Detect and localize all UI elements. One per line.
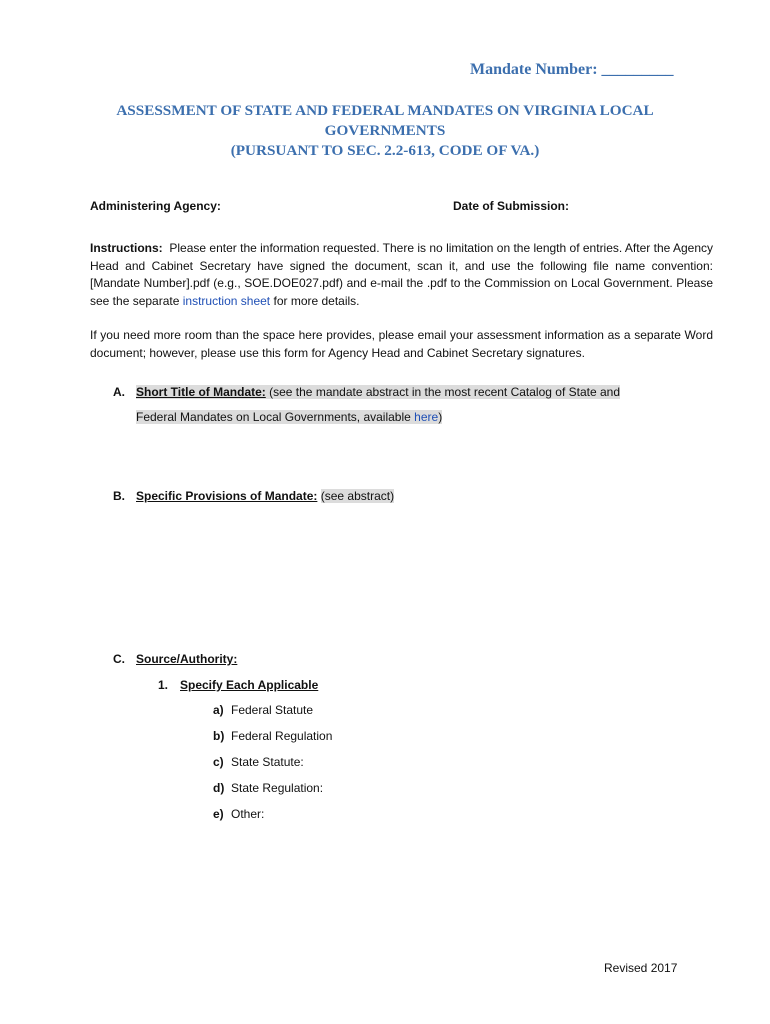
section-b-line [136, 489, 394, 503]
administering-agency-label: Administering Agency: [90, 199, 221, 213]
subitem-letter: d) [213, 781, 225, 795]
catalog-here-link[interactable]: here [414, 410, 439, 424]
subitem-label: State Regulation: [231, 781, 324, 795]
extra-room-paragraph: If you need more room than the space here provides, please email your assessment information as a separate Word document; however, please use this form for Agency Head and Cabinet Secretary signatures. [90, 328, 713, 360]
subitem-federal-regulation [213, 729, 332, 743]
section-a-note-1: (see the mandate abstract in the most recent Catalog of State and [269, 385, 620, 399]
instructions-label: Instructions: [90, 241, 163, 255]
subitem-label: Federal Regulation [231, 729, 333, 743]
section-b-letter: B. [113, 489, 125, 503]
title-line-2: GOVERNMENTS [324, 122, 446, 139]
revised-footer: Revised 2017 [604, 961, 678, 975]
instructions-paragraph [90, 240, 713, 310]
subitem-letter: e) [213, 807, 224, 821]
instructions-text: Please enter the information requested. There is no limitation on the length of entries. After the Agency Head and Cabinet Secretary have signed the document, scan it, and use the following file name convention: [Mandate Number].pdf (e.g., SOE.DOE027.pdf) and e-mail the .pdf to the Commission on Local Government. Please see the separate [90, 241, 713, 308]
instruction-sheet-link[interactable]: instruction sheet [182, 293, 271, 308]
subitem-other [213, 807, 264, 821]
section-b-note: (see abstract) [320, 489, 395, 503]
date-of-submission-label: Date of Submission: [453, 199, 570, 213]
subitem-label: Federal Statute [231, 703, 314, 717]
source-item-number: 1. [158, 678, 169, 692]
section-c-title: Source/Authority: [136, 652, 238, 666]
subitem-label: Other: [231, 807, 265, 821]
subitem-federal-statute [213, 703, 313, 717]
source-item-1 [158, 678, 318, 692]
title-line-3: (PURSUANT TO SEC. 2.2-613, CODE OF VA.) [230, 142, 540, 159]
section-a-line-2 [136, 410, 442, 424]
subitem-label: State Statute: [231, 755, 304, 769]
subitem-state-regulation [213, 781, 323, 795]
subitem-letter: c) [213, 755, 224, 769]
source-item-label: Specify Each Applicable [180, 678, 319, 692]
subitem-letter: b) [213, 729, 225, 743]
subitem-state-statute [213, 755, 304, 769]
mandate-number-field: Mandate Number: _________ [470, 61, 674, 78]
section-a-title: Short Title of Mandate: [136, 385, 266, 399]
subitem-letter: a) [213, 703, 224, 717]
document-title [90, 101, 680, 161]
section-a-note-close: ) [438, 410, 443, 424]
section-c-letter: C. [113, 652, 125, 666]
section-a-letter: A. [113, 385, 125, 399]
title-line-1: ASSESSMENT OF STATE AND FEDERAL MANDATES ON VIRGINIA LOCAL [116, 102, 654, 119]
section-a-note-2: Federal Mandates on Local Governments, available [136, 410, 411, 424]
instructions-text-end: for more details. [273, 293, 360, 308]
section-b-title: Specific Provisions of Mandate: [136, 489, 318, 503]
section-a-line-1 [136, 385, 620, 399]
